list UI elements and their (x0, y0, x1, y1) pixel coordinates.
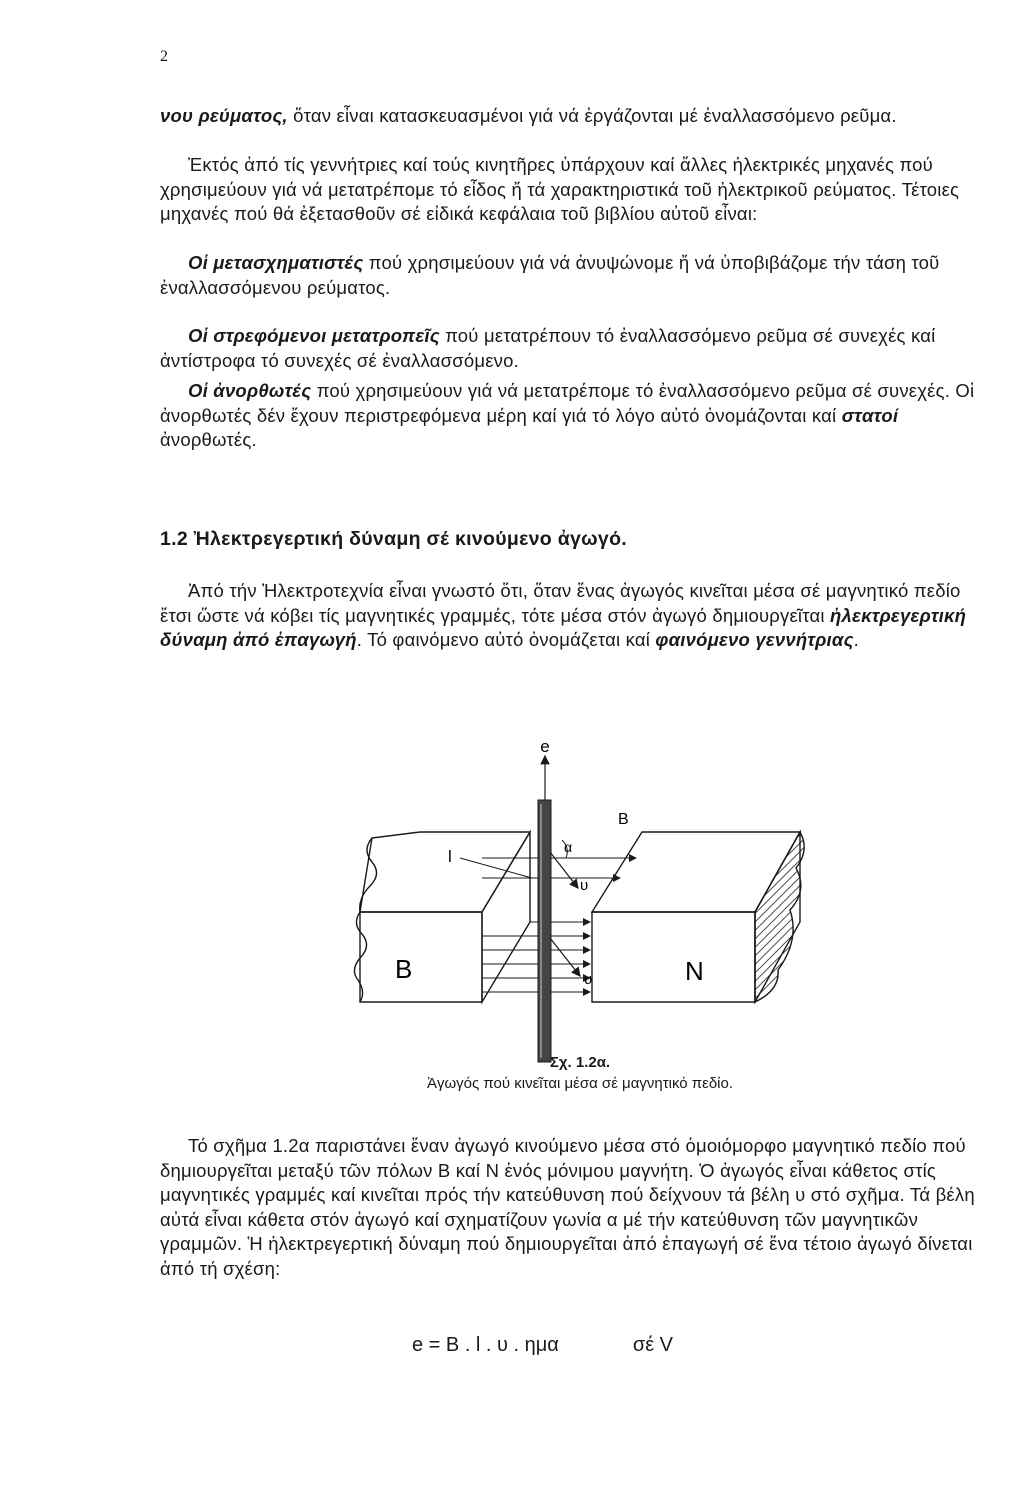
label-velocity-top: υ (580, 877, 589, 894)
paragraph-machines: Ἐκτός ἀπό τίς γεννήτριες καί τούς κινητῆρες ὑπάρχουν καί ἄλλες ἠλεκτρικές μηχανές πού χρησιμεύουν γιά νά μετατρέπομε τό εἶδος ἤ τά χαρακτηριστικά τοῦ ἠλεκτρικοῦ ρεύματος. Τέτοιες μηχανές πού θά ἐξετασθοῦν σέ εἰδικά κεφάλαια τοῦ βιβλίου αὐτοῦ εἶναι: (160, 154, 960, 224)
term-converters: Οἱ στρεφόμενοι μετατροπεῖς (188, 325, 440, 346)
label-field-b: B (618, 811, 629, 828)
length-l-line (460, 858, 532, 878)
figure-drawing (300, 740, 840, 1070)
paragraph-text: ἀνορθωτές. (160, 429, 257, 450)
left-pole-front (360, 912, 482, 1002)
right-pole-hatched-cut (755, 832, 804, 1002)
figure-caption-number: Σχ. 1.2α. (549, 1054, 611, 1071)
term-rectifiers: Οἱ ἀνορθωτές (188, 380, 312, 401)
figure-caption-text: Ἀγωγός πού κινεῖται μέσα σέ μαγνητικό πεδίο. (426, 1075, 734, 1092)
right-pole-front (592, 912, 755, 1002)
paragraph-text: πού μετατρέπουν τό ἐναλλασσόμενο ρεῦμα σέ συνεχές καί ἀντίστροφα τό συνεχές σέ ἐναλλασσόμενο. (160, 325, 936, 371)
paragraph-text: . (853, 629, 859, 650)
paragraph-text: πού χρησιμεύουν γιά νά μετατρέπομε τό ἐναλλασσόμενο ρεῦμα σέ συνεχές. Οἱ ἀνορθωτές δέν ἔχουν περιστρεφόμενα μέρη καί γιά τό λόγο αὐτό ὀνομάζονται καί (160, 380, 975, 426)
paragraph-text: πού χρησιμεύουν γιά νά ἀνυψώνομε ἤ νά ὑποβιβάζομε τήν τάση τοῦ ἐναλλασσόμενου ρεύματος. (160, 252, 940, 298)
term-emf-induction: ἠλεκτρεγερτική δύναμη ἀπό ἐπαγωγή (160, 604, 967, 650)
paragraph-text: . Τό φαινόμενο αὐτό ὀνομάζεται καί (356, 629, 656, 650)
paragraph-transformers (160, 251, 986, 300)
velocity-arrow (550, 852, 578, 888)
paragraph-induction (160, 579, 986, 653)
formula-unit: σέ V (632, 1334, 674, 1356)
term-transformers: Οἱ μετασχηματιστές (188, 252, 364, 273)
formula-expression: e = B . l . υ . ημα (412, 1334, 559, 1356)
left-pole-wavy-edge (354, 838, 376, 1002)
paragraph-text: Ἀπό τήν Ἠλεκτροτεχνία εἶναι γνωστό ὅτι, ὅταν ἕνας ἀγωγός κινεῖται μέσα σέ μαγνητικό πεδίο ἔτσι ὥστε νά κόβει τίς μαγνητικές γραμμές, τότε μέσα στόν ἀγωγό δημιουργεῖται (160, 580, 961, 626)
paragraph-figure-description: Τό σχῆμα 1.2α παριστάνει ἕναν ἀγωγό κινούμενο μέσα στό ὁμοιόμορφο μαγνητικό πεδίο πού δημιουργεῖται μεταξύ τῶν πόλων B καί N ἑνός μόνιμου μαγνήτη. Ὁ ἀγωγός εἶναι κάθετος στίς μαγνητικές γραμμές καί κινεῖται πρός τήν κατεύθυνση πού δείχνουν τά βέλη υ στό σχῆμα. Τά βέλη αὐτά εἶναι κάθετα στόν ἀγωγό καί σχηματίζουν γωνία α μέ τήν κατεύθυνση τῶν μαγνητικῶν γραμμῶν. Ἡ ἠλεκτρεγερτική δύναμη πού δημιουργεῖται ἀπό ἐπαγωγή σέ ἕνα τέτοιο ἀγωγό δίνεται ἀπό τή σχέση: (160, 1135, 975, 1279)
label-pole-n: N (685, 956, 704, 986)
paragraph-rectifiers (160, 379, 986, 453)
term-generator-effect: φαινόμενο γεννήτριας (655, 629, 854, 650)
paragraph-continuation (160, 104, 986, 129)
conductor-rod (538, 800, 551, 1062)
bold-lead: νου ρεύματος, (160, 105, 288, 126)
formula (412, 1334, 673, 1357)
label-alpha: α (564, 839, 573, 855)
label-e: e (540, 740, 550, 756)
page-number: 2 (160, 48, 168, 65)
velocity-arrow (550, 938, 580, 976)
term-static: στατοί (841, 404, 899, 426)
section-heading: 1.2 Ἠλεκτρεγερτική δύναμη σέ κινούμενο ἀγωγό. (160, 528, 628, 550)
paragraph-text: ὅταν εἶναι κατασκευασμένοι γιά νά ἐργάζονται μέ ἐναλλασσόμενο ρεῦμα. (287, 105, 897, 126)
figure-conductor-in-field (300, 740, 840, 1070)
label-l: l (448, 847, 452, 866)
left-pole-top (360, 832, 530, 912)
label-velocity-bottom: υ (584, 971, 593, 988)
label-pole-b: B (395, 954, 413, 984)
paragraph-converters (160, 324, 986, 373)
